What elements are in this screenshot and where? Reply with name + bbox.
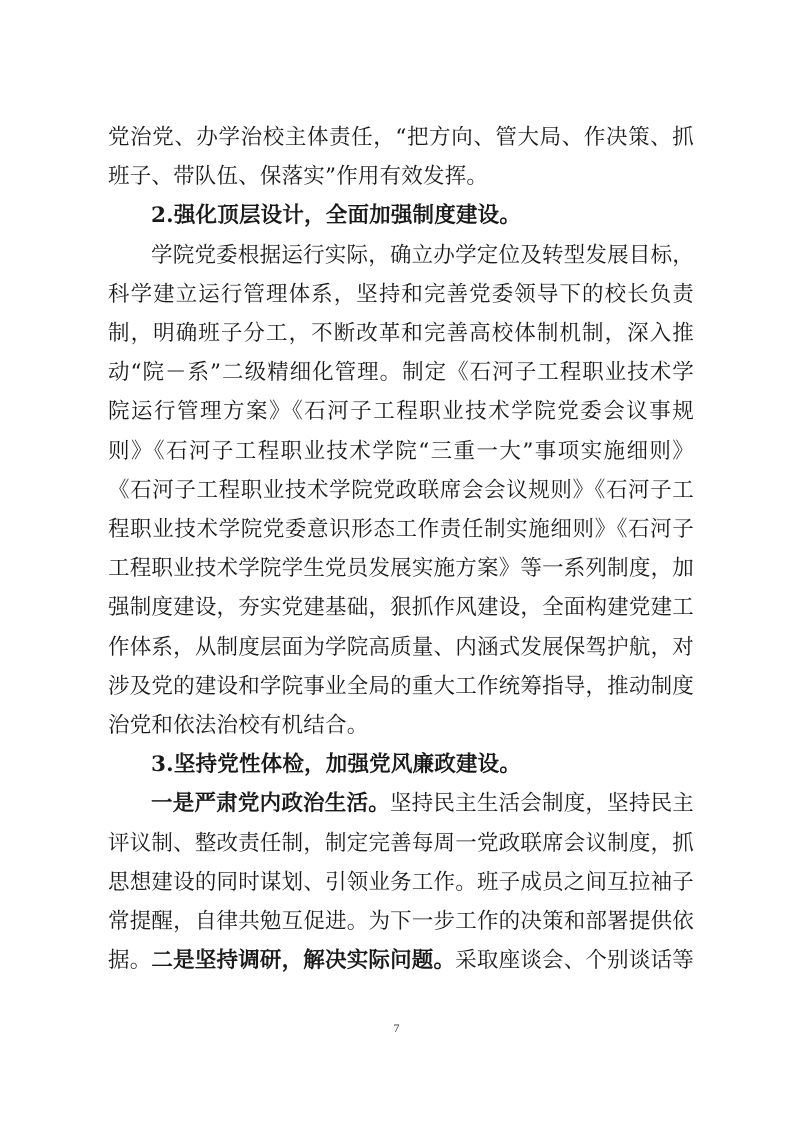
paragraph-continuation: 党治党、办学治校主体责任，“把方向、管大局、作决策、抓班子、带队伍、保落实”作用有效发挥。	[108, 125, 694, 190]
section-heading-3: 3.坚持党性体检，加强党风廉政建设。	[151, 752, 522, 778]
body-text	[108, 118, 694, 980]
section-heading-2: 2.强化顶层设计，全面加强制度建设。	[151, 203, 522, 229]
body-phrase-2: 采取座谈会、个别谈话等	[455, 948, 694, 974]
page-number: 7	[393, 1021, 400, 1035]
paragraph-party-integrity	[108, 784, 694, 980]
lead-phrase-1: 一是严肃党内政治生活。	[151, 791, 390, 817]
body-phrase-1: 坚持民主生活会制度，坚持民主评议制、整改责任制，制定完善每周一党政联席会议制度，抓思想建设的同时谋划、引领业务工作。班子成员之间互拉袖子常提醒，自律共勉互促进。为下一步工作的决策和部署提供依据。	[108, 791, 695, 974]
paragraph-institutional-rules: 学院党委根据运行实际，确立办学定位及转型发展目标，科学建立运行管理体系，坚持和完善党委领导下的校长负责制，明确班子分工，不断改革和完善高校体制机制，深入推动“院－系”二级精细化管理。制定《石河子工程职业技术学院运行管理方案》《石河子工程职业技术学院党委会议事规则》《石河子工程职业技术学院“三重一大”事项实施细则》《石河子工程职业技术学院党政联席会会议规则》《石河子工程职业技术学院党委意识形态工作责任制实施细则》《石河子工程职业技术学院学生党员发展实施方案》等一系列制度，加强制度建设，夯实党建基础，狠抓作风建设，全面构建党建工作体系，从制度层面为学院高质量、内涵式发展保驾护航，对涉及党的建设和学院事业全局的重大工作统筹指导，推动制度治党和依法治校有机结合。	[108, 242, 694, 739]
lead-phrase-2: 二是坚持调研，解决实际问题。	[151, 948, 456, 974]
